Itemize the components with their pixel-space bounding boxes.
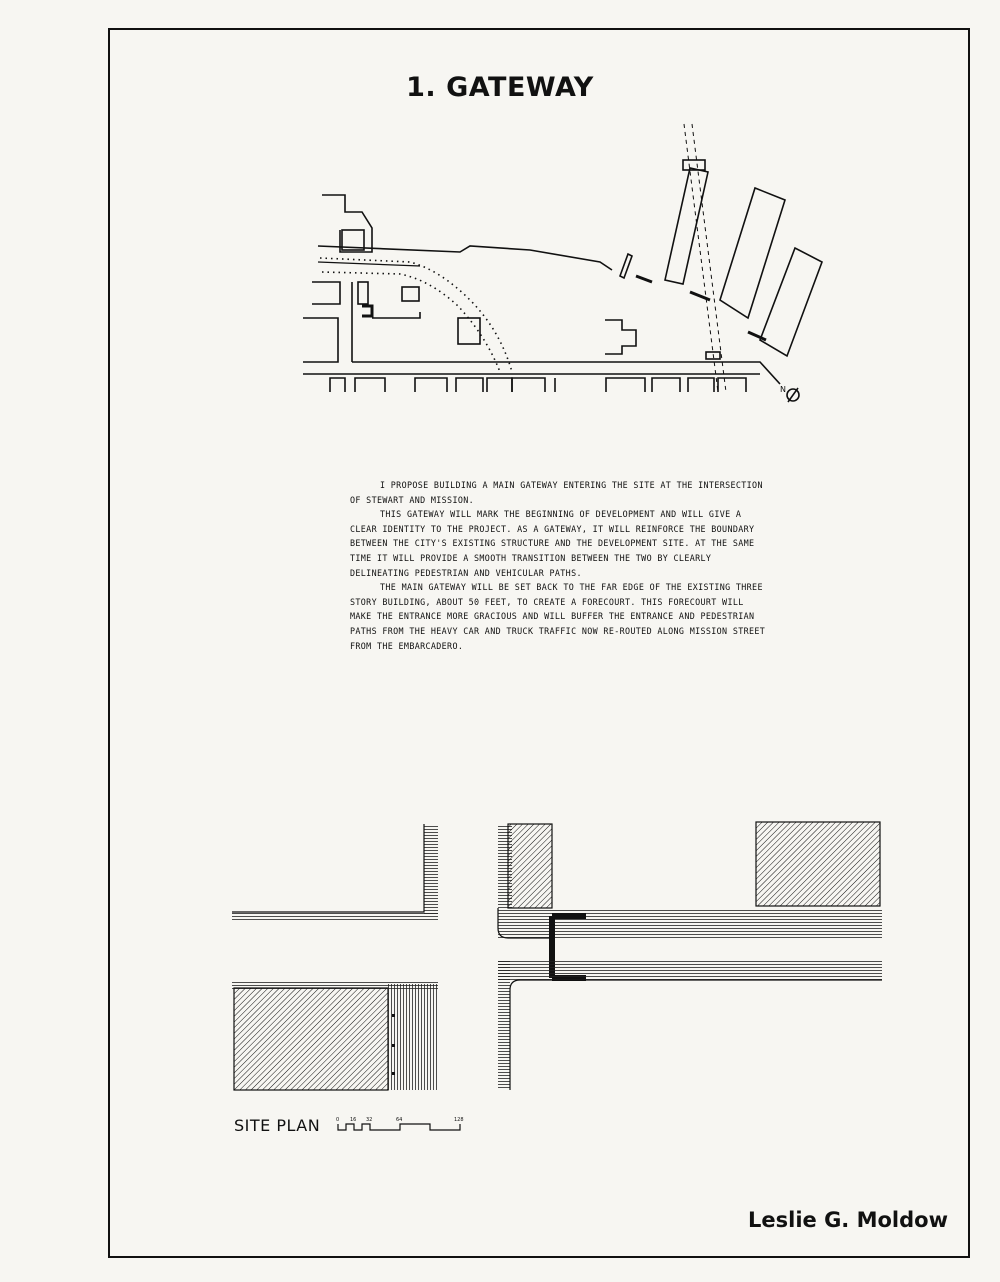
- paragraph: THIS GATEWAY WILL MARK THE BEGINNING OF DEVELOPMENT AND WILL GIVE A CLEAR IDENTITY TO THE PROJECT. AS A GATEWAY, IT WILL REINFORCE THE BOUNDARY BETWEEN THE CITY'S EXISTING STRUCTURE AND THE DEVELOPMENT SITE. AT THE SAME TIME IT WILL PROVIDE A SMOOTH TRANSITION BETWEEN THE TWO BY CLEARLY DELINEATING PEDESTRIAN AND VEHICULAR PATHS.: [350, 509, 755, 578]
- author-name: Leslie G. Moldow: [748, 1208, 948, 1232]
- scale-tick-label: 32: [366, 1117, 373, 1123]
- page-title: 1. GATEWAY: [406, 72, 594, 103]
- paragraph: I PROPOSE BUILDING A MAIN GATEWAY ENTERING THE SITE AT THE INTERSECTION OF STEWART AND MISSION.: [350, 480, 763, 505]
- site-plan-label: SITE PLAN: [234, 1116, 321, 1135]
- svg-text:N: N: [780, 385, 786, 394]
- scale-tick-label: 64: [396, 1117, 403, 1123]
- scale-tick-label: 16: [350, 1117, 357, 1123]
- scale-tick-label: 0: [336, 1117, 340, 1123]
- scale-tick-label: 128: [454, 1117, 464, 1123]
- scale-bar: [338, 1124, 460, 1130]
- paragraph: THE MAIN GATEWAY WILL BE SET BACK TO THE FAR EDGE OF THE EXISTING THREE STORY BUILDING, ABOUT 50 FEET, TO CREATE A FORECOURT. THIS FORECOURT WILL MAKE THE ENTRANCE MORE GRACIOUS AND WILL BUFFER THE ENTRANCE AND PEDESTRIAN PATHS FROM THE HEAVY CAR AND TRUCK TRAFFIC NOW RE-ROUTED ALONG MISSION STREET FROM THE EMBARCADERO.: [350, 582, 766, 651]
